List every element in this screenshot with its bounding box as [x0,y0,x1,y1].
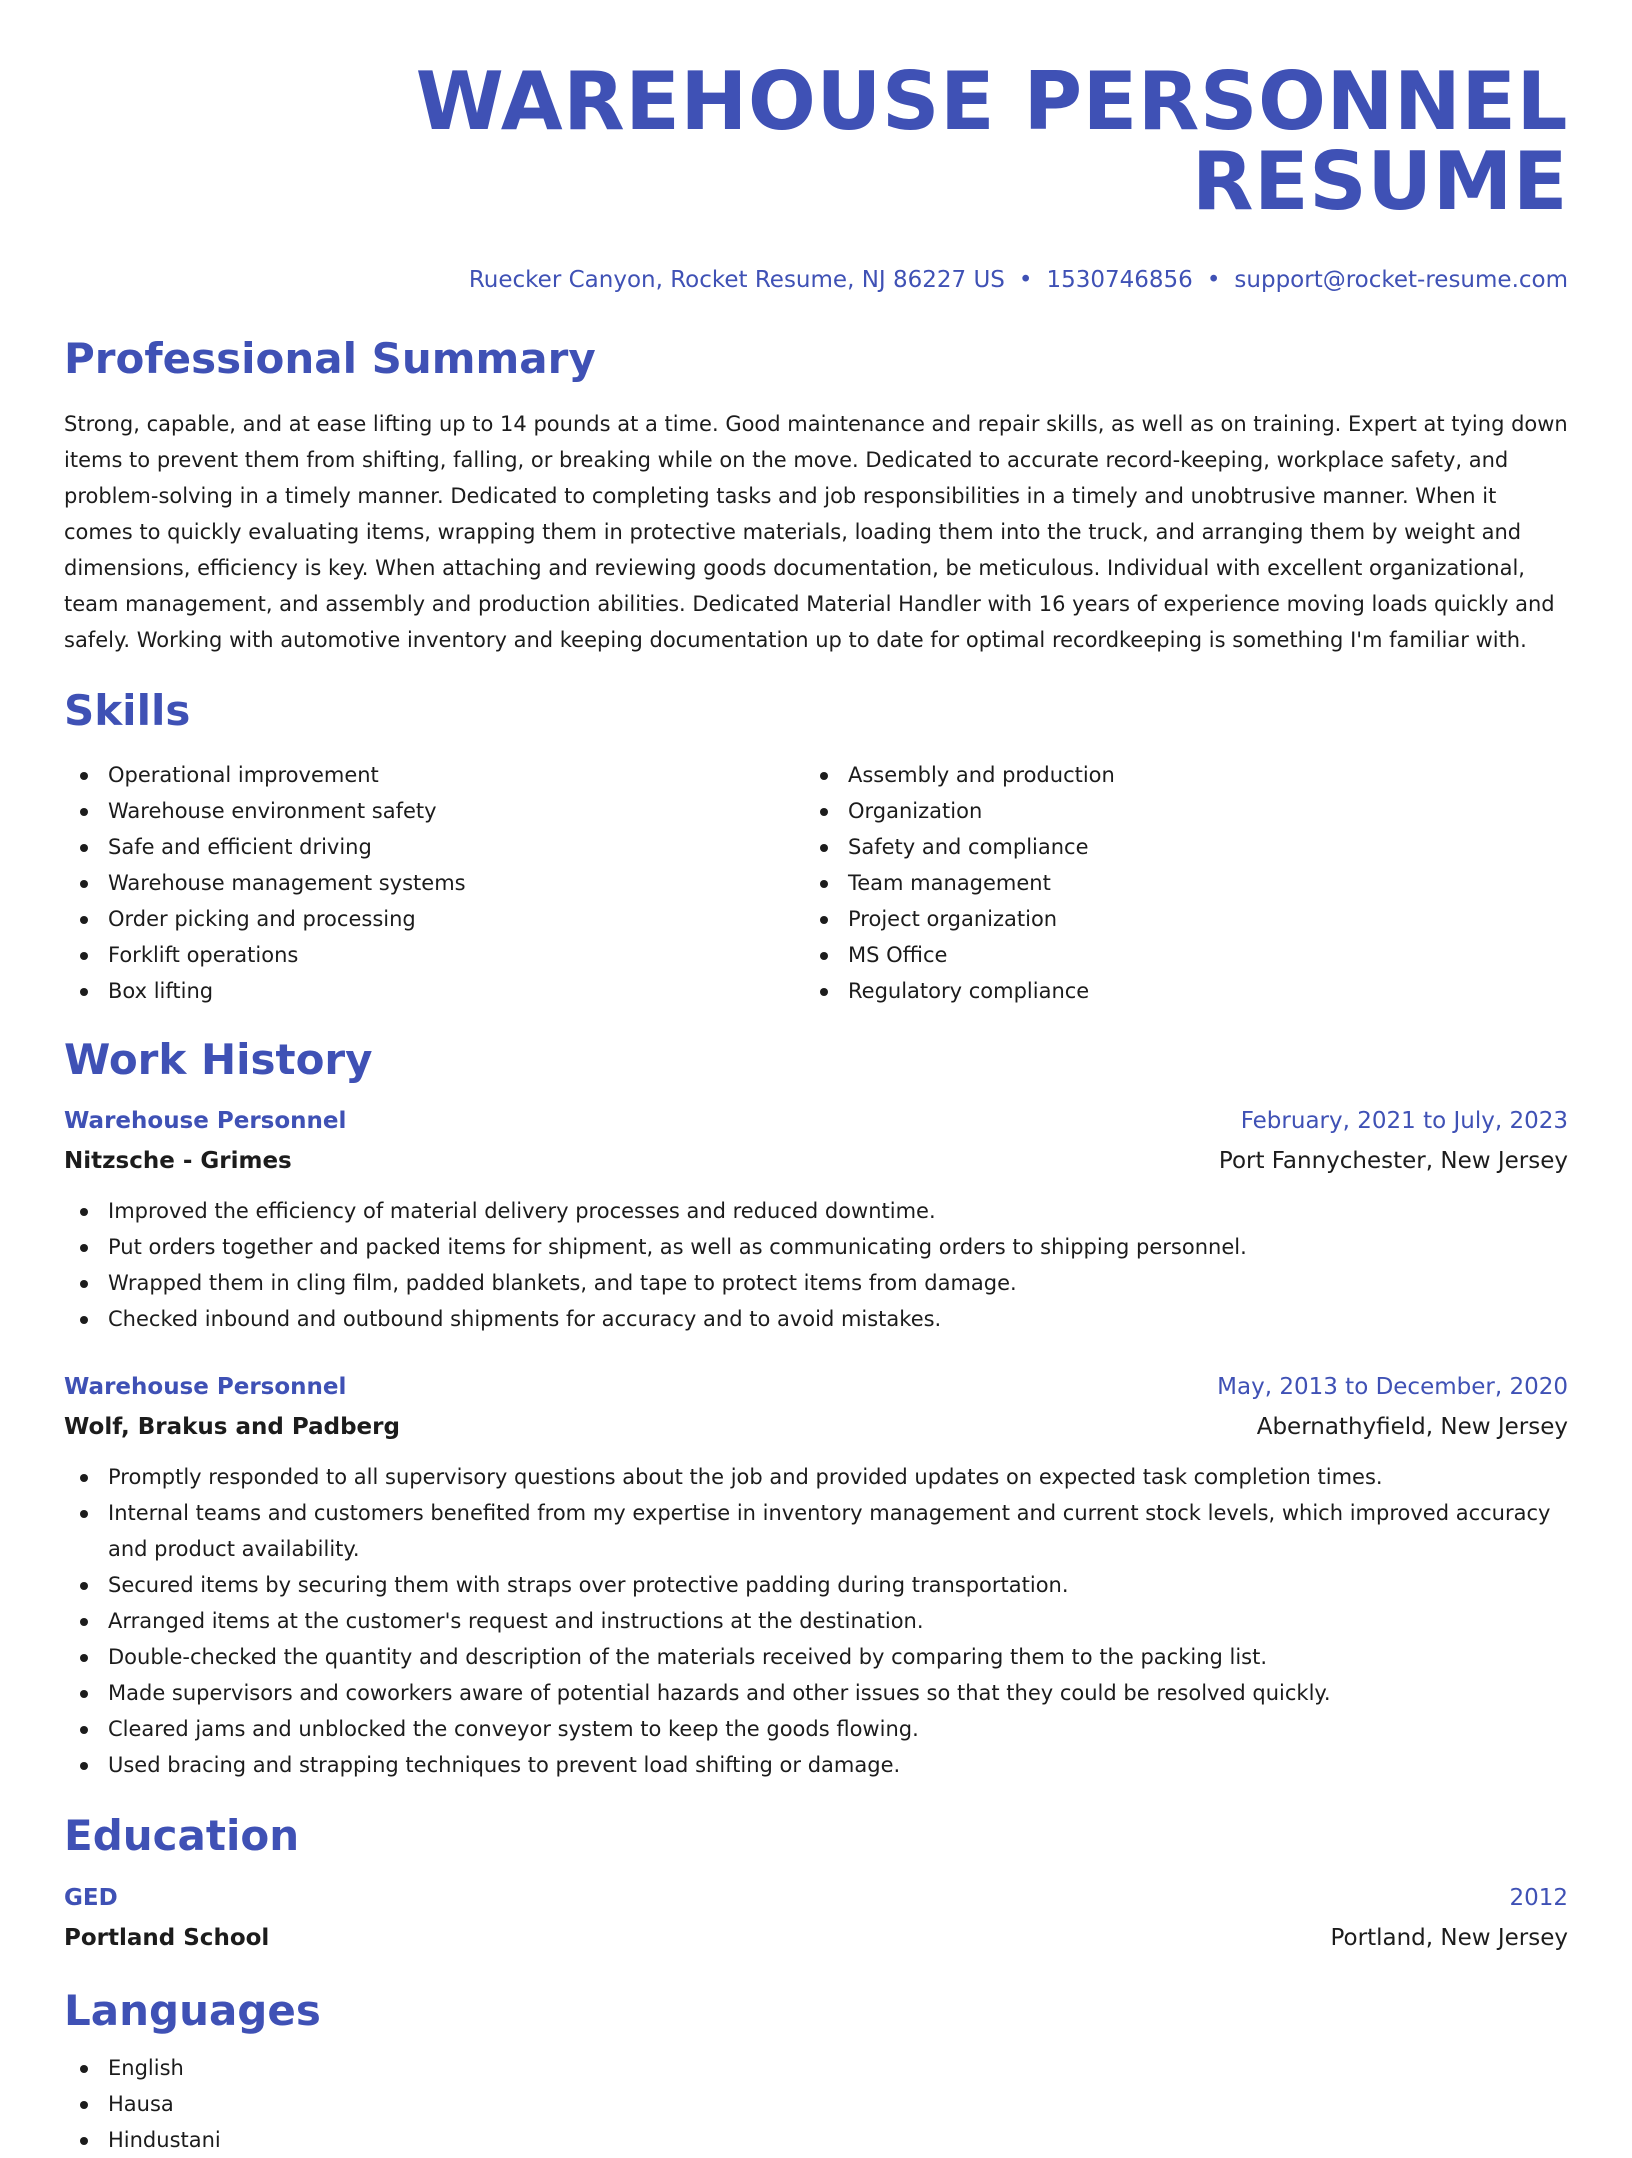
school-name: Portland School [64,1924,270,1951]
skills-section [64,686,1568,1008]
duty-item: Improved the efficiency of material delivery processes and reduced downtime. [64,1193,1568,1229]
skill-item: Organization [804,793,1544,829]
skill-item: Operational improvement [64,757,804,793]
skill-item: Regulatory compliance [804,973,1544,1009]
skills-columns [64,757,1568,1009]
degree: GED [64,1884,118,1911]
employer-name: Wolf, Brakus and Padberg [64,1414,400,1441]
section-heading: Work History [64,1034,373,1084]
school-location: Portland, New Jersey [1330,1924,1568,1951]
duty-item: Double-checked the quantity and description of the materials received by comparing them to the packing list. [64,1639,1568,1675]
skill-item: Warehouse management systems [64,865,804,901]
summary-text: Strong, capable, and at ease lifting up to 14 pounds at a time. Good maintenance and repair skills, as well as on training. Expert at tying down items to prevent them from shifting, falling, or breaking while on the move. Dedicated to accurate record-keeping, workplace safety, and problem-solving in a timely manner. Dedicated to completing tasks and job responsibilities in a timely and unobtrusive manner. When it comes to quickly evaluating items, wrapping them in protective materials, loading them into the truck, and arranging them by weight and dimensions, efficiency is key. When attaching and reviewing goods documentation, be meticulous. Individual with excellent organizational, team management, and assembly and production abilities. Dedicated Material Handler with 16 years of experience moving loads quickly and safely. Working with automotive inventory and keeping documentation up to date for optimal recordkeeping is something I'm familiar with. [64,412,1568,653]
job-duties-list [64,1459,1568,1783]
job-entry [64,1367,1568,1783]
address: Ruecker Canyon, Rocket Resume, NJ 86227 US [468,267,1005,293]
languages-section [64,1986,1568,2158]
job-title: Warehouse Personnel [64,1108,347,1135]
language-item: Hausa [64,2086,1568,2122]
resume-title: WAREHOUSE PERSONNEL RESUME [415,55,1568,228]
duty-item: Cleared jams and unblocked the conveyor system to keep the goods flowing. [64,1711,1568,1747]
job-duties-list [64,1193,1568,1337]
section-heading: Professional Summary [64,334,596,383]
language-item: English [64,2050,1568,2086]
duty-item: Made supervisors and coworkers aware of potential hazards and other issues so that they could be resolved quickly. [64,1675,1568,1711]
section-heading: Languages [64,1985,321,2035]
duty-item: Used bracing and strapping techniques to prevent load shifting or damage. [64,1747,1568,1783]
skill-item: Order picking and processing [64,901,804,937]
duty-item: Wrapped them in cling film, padded blankets, and tape to protect items from damage. [64,1265,1568,1301]
duty-item: Arranged items at the customer's request and instructions at the destination. [64,1603,1568,1639]
job-location: Port Fannychester, New Jersey [1218,1148,1568,1175]
skill-item: Assembly and production [804,757,1544,793]
skill-item: Warehouse environment safety [64,793,804,829]
job-title: Warehouse Personnel [64,1374,347,1401]
skill-item: MS Office [804,937,1544,973]
job-entry [64,1101,1568,1337]
professional-summary-section [64,334,1568,658]
language-item: Hindustani [64,2122,1568,2158]
graduation-year: 2012 [1509,1884,1568,1911]
education-section [64,1811,1568,1957]
skill-item: Project organization [804,901,1544,937]
duty-item: Internal teams and customers benefited from my expertise in inventory management and current stock levels, which improved accuracy and product availability. [64,1495,1568,1567]
skill-item: Safe and efficient driving [64,829,804,865]
separator: • [1206,267,1221,293]
duty-item: Put orders together and packed items for shipment, as well as communicating orders to shipping personnel. [64,1229,1568,1265]
employer-name: Nitzsche - Grimes [64,1148,292,1175]
duty-item: Secured items by securing them with straps over protective padding during transportation. [64,1567,1568,1603]
section-heading: Education [64,1811,300,1861]
separator: • [1018,267,1033,293]
contact-line [64,264,1568,296]
email-link[interactable]: support@rocket-resume.com [1234,267,1568,293]
skills-list-left [64,757,804,1009]
duty-item: Promptly responded to all supervisory questions about the job and provided updates on expected task completion times. [64,1459,1568,1495]
languages-list [64,2050,1568,2158]
duty-item: Checked inbound and outbound shipments for accuracy and to avoid mistakes. [64,1301,1568,1337]
work-history-section [64,1035,1568,1783]
education-entry [64,1878,1568,1958]
skill-item: Box lifting [64,973,804,1009]
skills-list-right [804,757,1544,1009]
section-heading: Skills [64,686,191,736]
job-dates: May, 2013 to December, 2020 [1217,1374,1568,1401]
skill-item: Forklift operations [64,937,804,973]
job-location: Abernathyfield, New Jersey [1256,1414,1568,1441]
skill-item: Safety and compliance [804,829,1544,865]
skill-item: Team management [804,865,1544,901]
job-dates: February, 2021 to July, 2023 [1240,1108,1568,1135]
phone: 1530746856 [1046,267,1193,293]
